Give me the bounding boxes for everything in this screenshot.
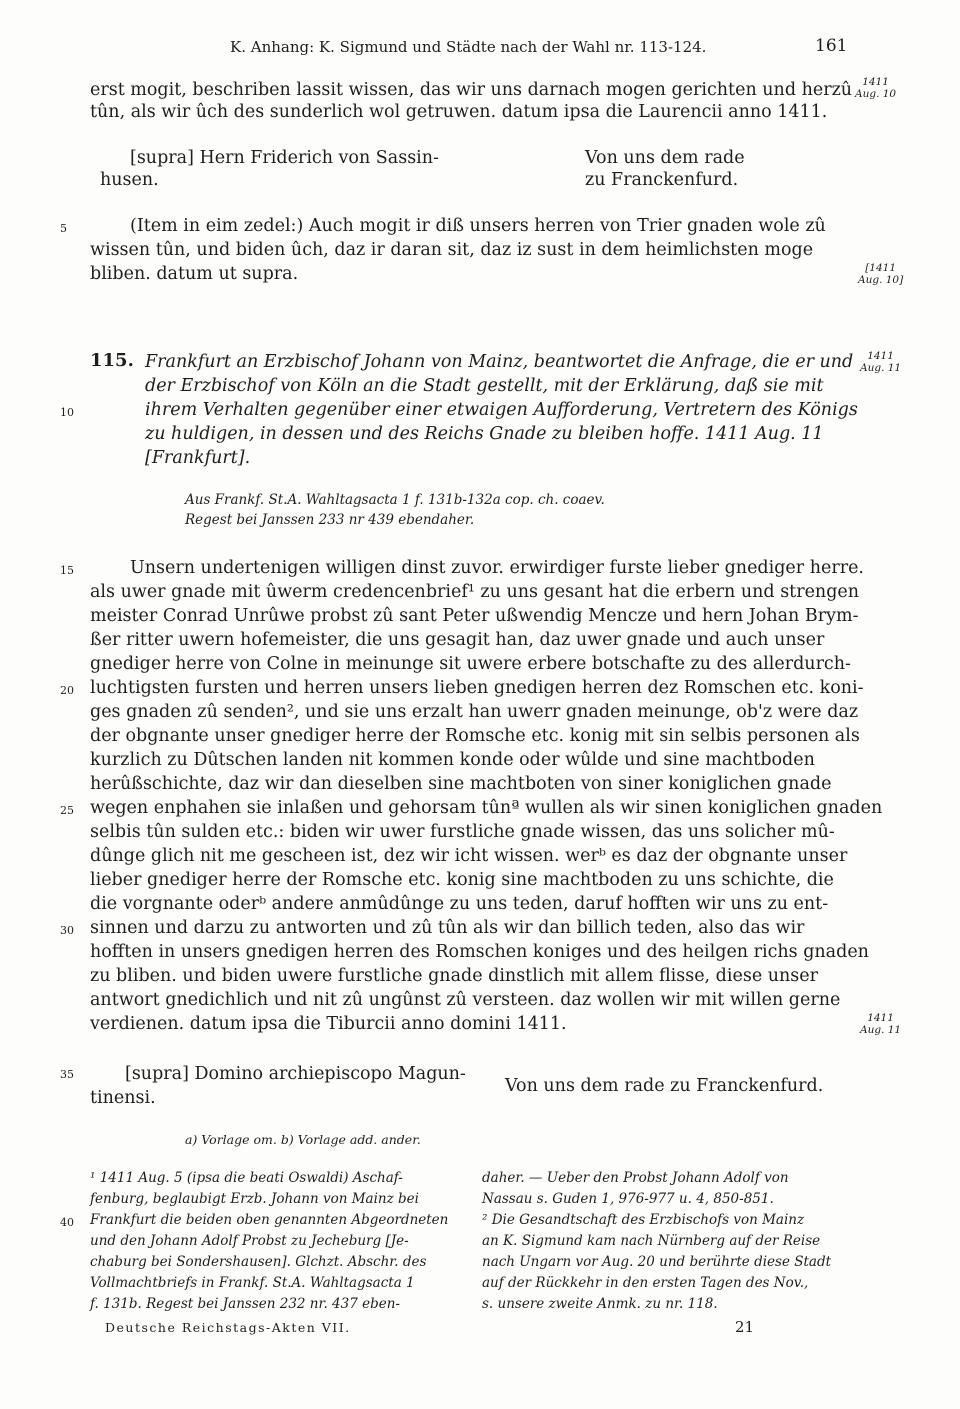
address-left-line: tinensi.: [90, 1088, 156, 1108]
footnote-line: ² Die Gesandtschaft des Erzbischofs von Mainz: [482, 1212, 805, 1228]
series-title: Deutsche Reichstags-Akten VII.: [105, 1320, 351, 1335]
source-note: Regest bei Janssen 233 nr 439 ebendaher.: [185, 512, 475, 528]
address-right-line: Von uns dem rade zu Franckenfurd.: [505, 1076, 824, 1096]
address-left-line: husen.: [100, 170, 159, 190]
text-line: herûßschichte, daz wir dan dieselben sine machtboten von siner koniglichen gnade: [90, 774, 832, 794]
text-line: (Item in eim zedel:) Auch mogit ir diß unsers herren von Trier gnaden wole zû: [130, 216, 826, 236]
address-left-line: [supra] Domino archiepiscopo Magun-: [125, 1064, 466, 1084]
text-line: ges gnaden zû senden², und sie uns erzalt han uwerr gnaden meinunge, ob'z were daz: [90, 702, 859, 722]
summary-line: ihrem Verhalten gegenüber einer etwaigen Aufforderung, Vertretern des Königs: [145, 400, 858, 420]
text-line: verdienen. datum ipsa die Tiburcii anno domini 1411.: [90, 1014, 567, 1034]
line-number: 35: [60, 1068, 74, 1081]
sheet-signature: 21: [735, 1318, 755, 1336]
address-right-line: zu Franckenfurd.: [585, 170, 739, 190]
footnote-line: daher. — Ueber den Probst Johann Adolf von: [482, 1170, 789, 1186]
line-number: 10: [60, 406, 74, 419]
running-title: K. Anhang: K. Sigmund und Städte nach der Wahl nr. 113-124.: [230, 38, 707, 56]
footnote-line: Frankfurt die beiden oben genannten Abgeordneten: [90, 1212, 449, 1228]
text-line: wegen enphahen sie inlaßen und gehorsam tûnª wullen als wir sinen koniglichen gnaden: [90, 798, 883, 818]
footnote-line: fenburg, beglaubigt Erzb. Johann von Mainz bei: [90, 1191, 419, 1207]
text-line: luchtigsten fursten und herren unsers lieben gnedigen herren dez Romschen etc. koni-: [90, 678, 864, 698]
text-line: dûnge glich nit me gescheen ist, dez wir icht wissen. werᵇ es daz der obgnante unser: [90, 846, 848, 866]
summary-line: Frankfurt an Erzbischof Johann von Mainz, beantwortet die Anfrage, die er und: [145, 352, 854, 372]
text-line: die vorgnante oderᵇ andere anmûdûnge zu uns teden, daruf hofften wir uns zu ent-: [90, 894, 829, 914]
text-line: erst mogit, beschriben lassit wissen, das wir uns darnach mogen gerichten und herzû: [90, 80, 853, 100]
footnote-line: s. unsere zweite Anmk. zu nr. 118.: [482, 1296, 718, 1312]
footnote-line: ¹ 1411 Aug. 5 (ipsa die beati Oswaldi) Aschaf-: [90, 1170, 403, 1186]
text-line: hofften in unsers gnedigen herren des Romschen koniges und des heilgen richs gnaden: [90, 942, 869, 962]
summary-line: der Erzbischof von Köln an die Stadt gestellt, mit der Erklärung, daß sie mit: [145, 376, 824, 396]
text-line: sinnen und darzu zu antworten und zû tûn als wir dan billich teden, also das wir: [90, 918, 805, 938]
footnote-line: und den Johann Adolf Probst zu Jecheburg [Je-: [90, 1233, 409, 1249]
text-line: Unsern undertenigen willigen dinst zuvor. erwirdiger furste lieber gnediger herre.: [130, 558, 864, 578]
text-line: gnediger herre von Colne in meinunge sit uwere erbere botschafte zu des allerdurch-: [90, 654, 851, 674]
text-line: tûn, als wir ûch des sunderlich wol getruwen. datum ipsa die Laurencii anno 1411.: [90, 102, 828, 122]
text-line: meister Conrad Unrûwe probst zû sant Peter ußwendig Mencze und hern Johan Brym-: [90, 606, 859, 626]
line-number: 25: [60, 804, 74, 817]
margin-date: 1411 Aug. 11: [860, 350, 902, 374]
line-number: 15: [60, 564, 74, 577]
footnote-line: auf der Rückkehr in den ersten Tagen des Nov.,: [482, 1275, 809, 1291]
summary-line: [Frankfurt].: [145, 448, 251, 468]
footnote-line: Vollmachtbriefs in Frankf. St.A. Wahltagsacta 1: [90, 1275, 415, 1291]
footnote-line: f. 131b. Regest bei Janssen 232 nr. 437 eben-: [90, 1296, 400, 1312]
summary-line: zu huldigen, in dessen und des Reichs Gnade zu bleiben hoffe. 1411 Aug. 11: [145, 424, 824, 444]
line-number: 5: [60, 222, 67, 235]
margin-date: 1411 Aug. 11: [860, 1012, 902, 1036]
footnote-line: chaburg bei Sondershausen]. Glchzt. Abschr. des: [90, 1254, 427, 1270]
line-number: 30: [60, 924, 74, 937]
text-line: antwort gnedichlich und nit zû ungûnst zû versteen. daz wollen wir mit willen gerne: [90, 990, 841, 1010]
footnote-line: an K. Sigmund kam nach Nürnberg auf der Reise: [482, 1233, 821, 1249]
text-line: wissen tûn, und biden ûch, daz ir daran sit, daz iz sust in dem heimlichsten moge: [90, 240, 814, 260]
text-line: lieber gnediger herre der Romsche etc. konig sine machtboden zu uns schichte, die: [90, 870, 834, 890]
source-note: Aus Frankf. St.A. Wahltagsacta 1 f. 131b-132a cop. ch. coaev.: [185, 492, 605, 508]
text-line: bliben. datum ut supra.: [90, 264, 299, 284]
address-left-line: [supra] Hern Friderich von Sassin-: [130, 148, 439, 168]
line-number: 20: [60, 684, 74, 697]
text-line: als uwer gnade mit ûwerm credencenbrief¹ zu uns gesant hat die erbern und strengen: [90, 582, 860, 602]
footnote-line: Nassau s. Guden 1, 976-977 u. 4, 850-851.: [482, 1191, 774, 1207]
text-line: selbis tûn sulden etc.: biden wir uwer furstliche gnade wissen, das uns solicher mû-: [90, 822, 835, 842]
text-line: ßer ritter uwern hofemeister, die uns gesagit han, daz uwer gnade und auch unser: [90, 630, 825, 650]
line-number: 40: [60, 1216, 74, 1229]
document-number: 115.: [90, 350, 134, 371]
page-number: 161: [815, 36, 848, 56]
footnote-line: nach Ungarn vor Aug. 20 und berührte diese Stadt: [482, 1254, 832, 1270]
text-line: der obgnante unser gnediger herre der Romsche etc. konig mit sin selbis personen als: [90, 726, 860, 746]
margin-date: [1411 Aug. 10]: [858, 262, 904, 286]
apparatus-note: a) Vorlage om. b) Vorlage add. ander.: [185, 1132, 421, 1147]
margin-date: 1411 Aug. 10: [855, 76, 897, 100]
text-line: zu bliben. und biden uwere furstliche gnade dinstlich mit allem flisse, diese unser: [90, 966, 818, 986]
address-right-line: Von uns dem rade: [585, 148, 745, 168]
text-line: kurzlich zu Dûtschen landen nit kommen konde oder wûlde und sine machtboden: [90, 750, 815, 770]
